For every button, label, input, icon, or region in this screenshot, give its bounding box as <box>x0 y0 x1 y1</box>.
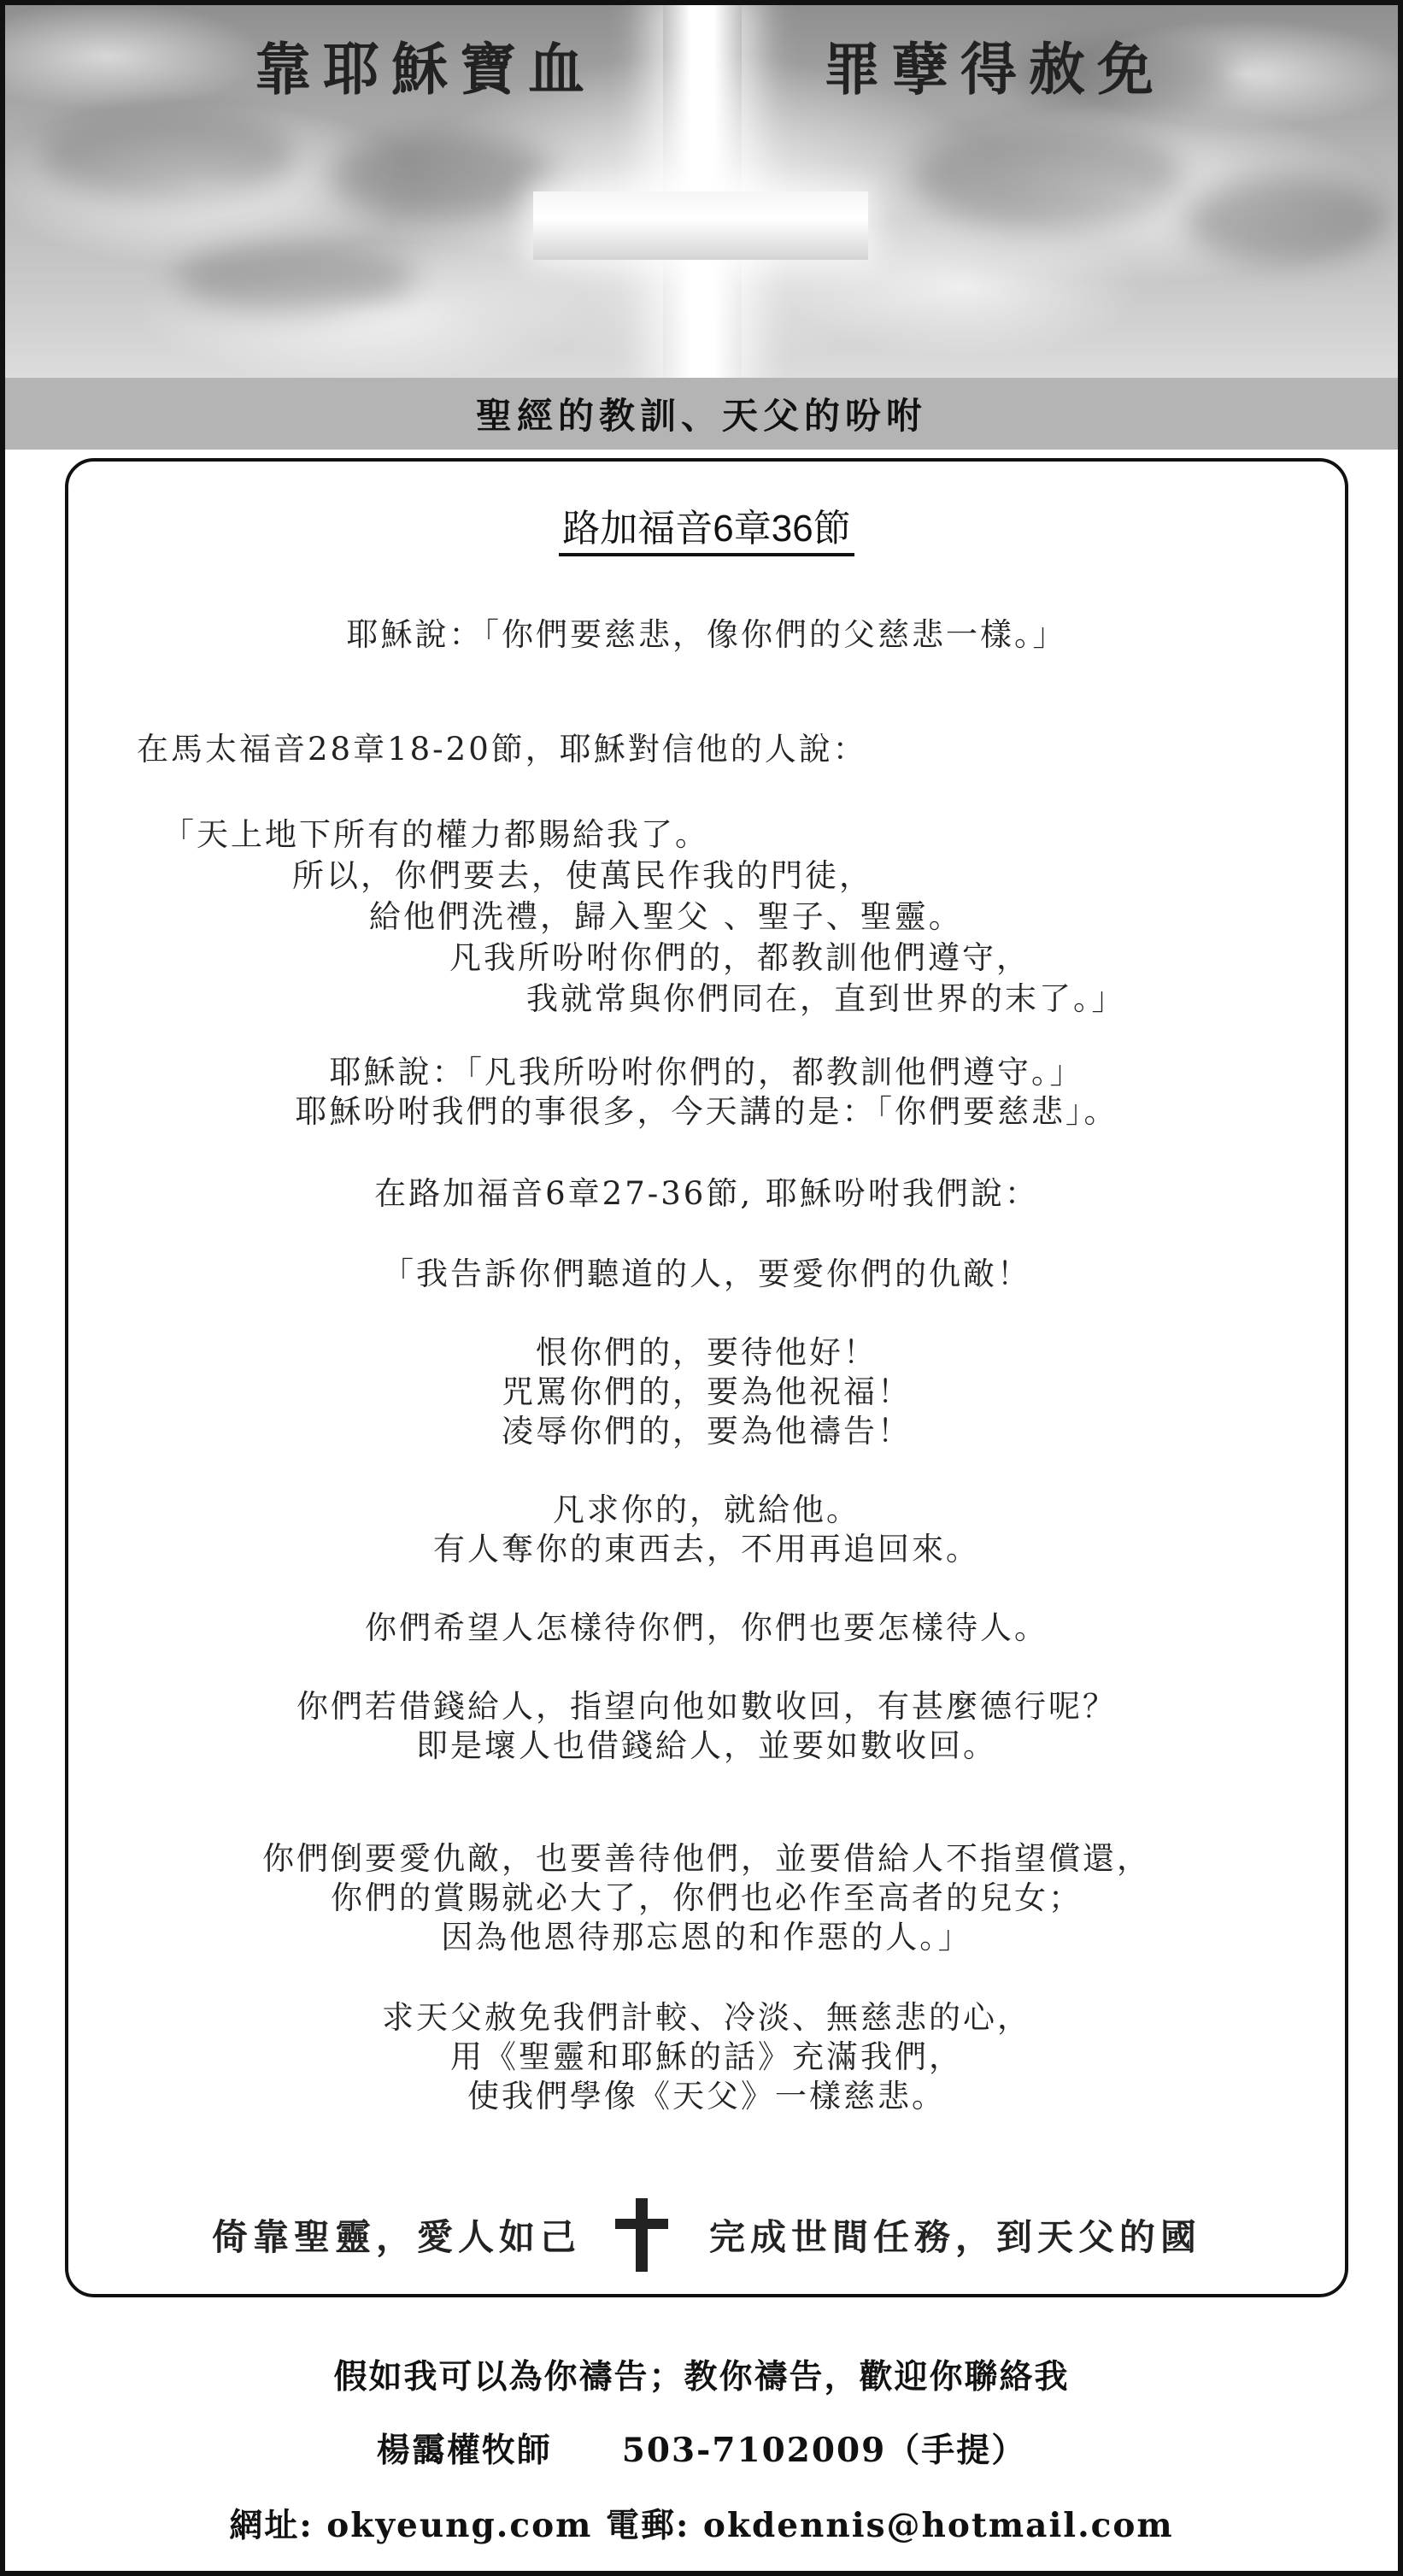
banner-title-right: 罪孽得赦免 <box>824 36 1165 103</box>
banner-title-left: 靠耶穌寶血 <box>255 36 596 103</box>
text-line: 用《聖靈和耶穌的話》充滿我們， <box>450 2038 963 2075</box>
section-strip-title: 聖經的教訓、天父的吩咐 <box>475 395 927 437</box>
text-line: 所以，你們要去，使萬民作我的門徒， <box>292 857 873 894</box>
text-line: 耶穌說：「凡我所吩咐你們的，都教訓他們遵守。」 <box>329 1054 1084 1091</box>
text-line: 「我告訴你們聽道的人，要愛你們的仇敵！ <box>382 1256 1031 1292</box>
contact-invitation: 假如我可以為你禱告；教你禱告，歡迎你聯絡我 <box>333 2357 1070 2397</box>
cloud-shape <box>911 125 1184 227</box>
cloud-shape <box>176 244 415 313</box>
contact-web-email: 網址: okyeung.com 電郵: okdennis@hotmail.com <box>229 2506 1174 2545</box>
box-footer <box>68 2198 1345 2272</box>
text-line: 在馬太福音28章18-20節，耶穌對信他的人說： <box>137 731 867 768</box>
cross-image-horizontal <box>533 191 868 260</box>
text-line: 咒罵你們的，要為他祝福！ <box>502 1373 912 1410</box>
cross-icon <box>615 2198 666 2272</box>
box-footer-left: 倚靠聖靈，愛人如己 <box>211 2216 581 2258</box>
text-line: 耶穌說：「你們要慈悲，像你們的父慈悲一樣。」 <box>346 616 1067 653</box>
sky-banner <box>5 5 1398 378</box>
text-line: 你們若借錢給人，指望向他如數收回，有甚麼德行呢？ <box>296 1688 1117 1725</box>
text-line: 有人奪你的東西去，不用再追回來。 <box>433 1531 980 1567</box>
text-line: 「天上地下所有的權力都賜給我了。 <box>162 816 709 853</box>
text-line: 即是壞人也借錢給人，並要如數收回。 <box>416 1727 997 1764</box>
text-line: 你們希望人怎樣待你們，你們也要怎樣待人。 <box>365 1609 1048 1646</box>
scripture-reference <box>68 497 1345 552</box>
cloud-shape <box>39 108 296 202</box>
contact-pastor-phone: 楊靄權牧師 503-7102009（手提） <box>376 2431 1027 2470</box>
text-line: 凌辱你們的，要為他禱告！ <box>502 1413 912 1450</box>
scripture-reference-text: 路加福音6章36節 <box>559 508 854 556</box>
section-strip <box>5 378 1398 450</box>
text-line: 求天父赦免我們計較、冷淡、無慈悲的心， <box>382 1999 1031 2036</box>
text-line: 耶穌吩咐我們的事很多，今天講的是：「你們要慈悲」。 <box>295 1093 1118 1130</box>
box-footer-right: 完成世間任務，到天父的國 <box>709 2216 1202 2258</box>
text-line: 給他們洗禮，歸入聖父 、聖子、聖靈。 <box>369 898 963 935</box>
cloud-shape <box>1184 176 1389 262</box>
text-line: 在路加福音6章27-36節, 耶穌吩咐我們說： <box>374 1175 1039 1212</box>
text-line: 因為他恩待那忘恩的和作惡的人。」 <box>441 1919 972 1956</box>
text-line: 凡求你的，就給他。 <box>553 1491 860 1528</box>
cloud-shape <box>330 133 552 219</box>
scripture-box <box>65 458 1348 2297</box>
text-line: 我就常與你們同在，直到世界的末了。」 <box>526 980 1126 1017</box>
text-line: 恨你們的，要待他好！ <box>536 1334 878 1371</box>
text-line: 使我們學像《天父》一樣慈悲。 <box>467 2078 946 2114</box>
text-line: 你們的賞賜就必大了，你們也必作至高者的兒女； <box>331 1879 1083 1916</box>
text-line: 凡我所吩咐你們的，都教訓他們遵守， <box>449 939 1030 976</box>
text-line: 你們倒要愛仇敵，也要善待他們，並要借給人不指望償還， <box>262 1840 1151 1877</box>
